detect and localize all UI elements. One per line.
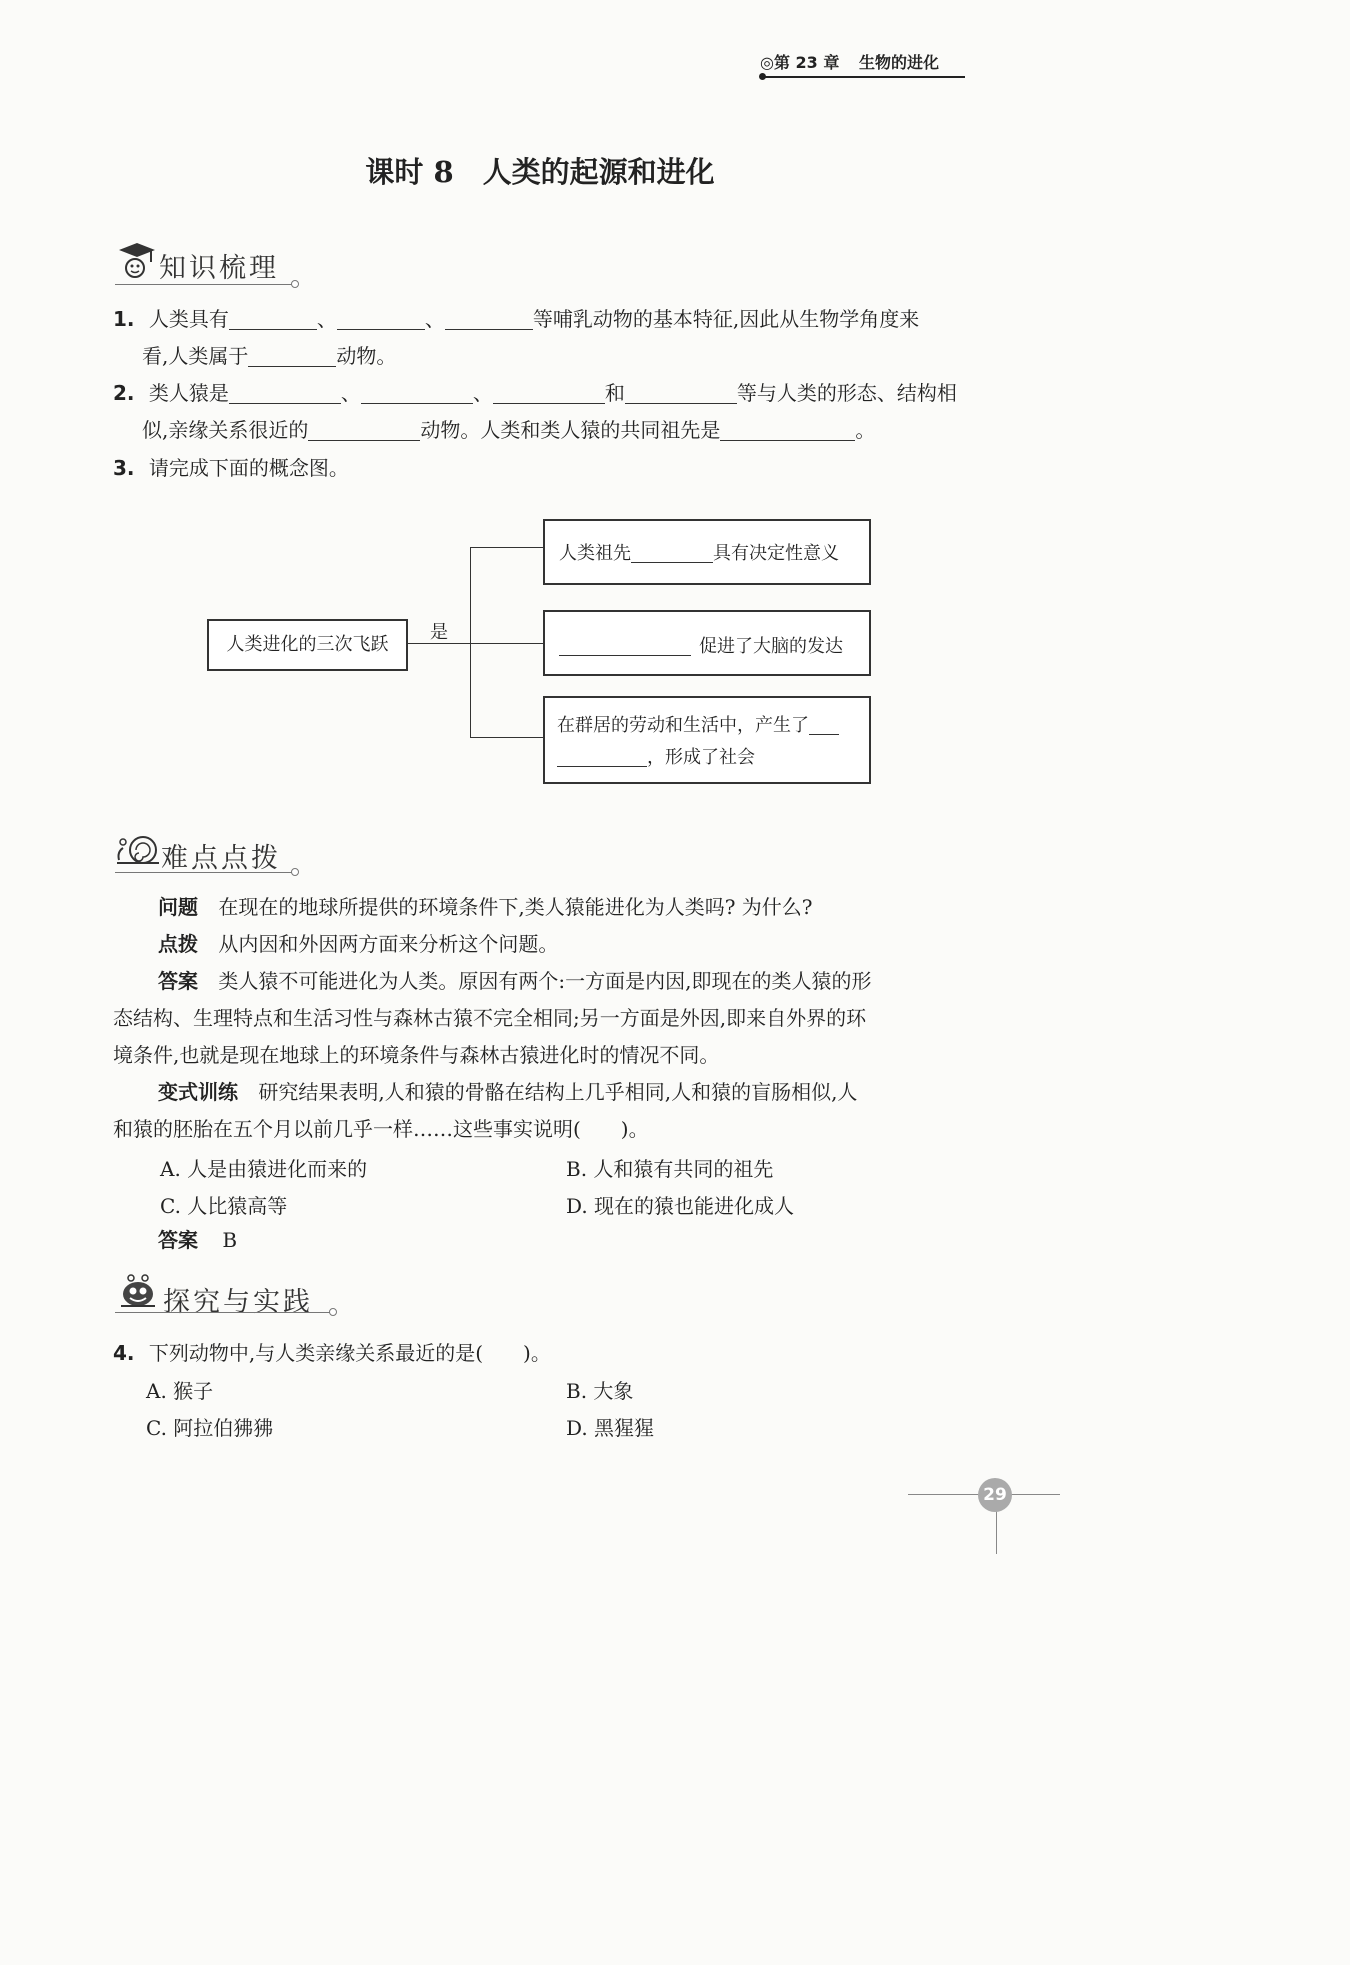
concept-box-2 bbox=[543, 610, 871, 676]
concept-box-3 bbox=[543, 696, 871, 784]
section-title-difficulty: 难点点拨 bbox=[161, 843, 281, 874]
header-rule-dot bbox=[759, 73, 766, 80]
question-1-line-1 bbox=[113, 301, 919, 338]
question-4-option-b[interactable]: B. 大象 bbox=[566, 1379, 634, 1403]
section-difficulty bbox=[115, 828, 305, 878]
lesson-title: 课时 8 人类的起源和进化 bbox=[365, 155, 715, 189]
variant-line-1 bbox=[158, 1074, 857, 1111]
variant-answer-value: B bbox=[222, 1228, 238, 1252]
concept-box-1-text: 人类祖先 bbox=[559, 543, 631, 564]
separator: 、 bbox=[316, 307, 337, 331]
difficulty-hint bbox=[158, 926, 558, 963]
variant-label: 变式训练 bbox=[158, 1080, 238, 1104]
snail-icon bbox=[115, 830, 161, 870]
blank[interactable] bbox=[559, 636, 691, 656]
hint-label: 点拨 bbox=[158, 932, 198, 956]
concept-box-3-text: ，形成了社会 bbox=[647, 747, 755, 768]
question-2-text: 动物。人类和类人猿的共同祖先是 bbox=[420, 418, 721, 442]
blank[interactable] bbox=[625, 382, 737, 404]
question-1-text: 等哺乳动物的基本特征,因此从生物学角度来 bbox=[532, 307, 920, 331]
separator: 、 bbox=[472, 381, 493, 405]
variant-line-2: 和猿的胚胎在五个月以前几乎一样……这些事实说明( )。 bbox=[113, 1117, 649, 1141]
question-4-text: 下列动物中,与人类亲缘关系最近的是( )。 bbox=[148, 1341, 551, 1365]
blank[interactable] bbox=[445, 308, 533, 330]
variant-text: 研究结果表明,人和猿的骨骼在结构上几乎相同,人和猿的盲肠相似,人 bbox=[258, 1080, 858, 1104]
section-title-knowledge: 知识梳理 bbox=[159, 253, 279, 284]
variant-answer-label: 答案 bbox=[158, 1228, 198, 1252]
blank[interactable] bbox=[809, 715, 839, 735]
variant-option-c[interactable]: C. 人比猿高等 bbox=[160, 1194, 288, 1218]
chapter-number: ◎第 23 章 bbox=[760, 53, 840, 72]
blank[interactable] bbox=[720, 419, 855, 441]
difficulty-answer-line-1 bbox=[158, 963, 871, 1000]
conjunction: 和 bbox=[604, 381, 625, 405]
blank[interactable] bbox=[308, 419, 420, 441]
question-4-option-c[interactable]: C. 阿拉伯狒狒 bbox=[146, 1416, 274, 1440]
question-label: 问题 bbox=[158, 895, 198, 919]
graduate-cap-icon bbox=[115, 240, 157, 282]
link-label: 是 bbox=[430, 622, 448, 643]
connector-line bbox=[470, 737, 543, 738]
question-1-text: 动物。 bbox=[336, 344, 397, 368]
blank[interactable] bbox=[229, 382, 341, 404]
difficulty-answer-line-3: 境条件,也就是现在地球上的环境条件与森林古猿进化时的情况不同。 bbox=[113, 1043, 720, 1067]
concept-root-box bbox=[207, 619, 408, 671]
blank[interactable] bbox=[337, 308, 425, 330]
question-1-text: 看,人类属于 bbox=[142, 344, 249, 368]
blank[interactable] bbox=[229, 308, 317, 330]
question-1-number: 1. bbox=[113, 307, 135, 331]
question-1-text: 人类具有 bbox=[148, 307, 229, 331]
question-3-number: 3. bbox=[113, 456, 135, 480]
blank[interactable] bbox=[631, 543, 713, 563]
question-1-line-2 bbox=[142, 338, 396, 375]
blank[interactable] bbox=[557, 747, 647, 767]
question-2-line-2 bbox=[142, 412, 875, 449]
answer-text: 类人猿不可能进化为人类。原因有两个:一方面是内因,即现在的类人猿的形 bbox=[218, 969, 872, 993]
concept-box-2-text: 促进了大脑的发达 bbox=[699, 636, 843, 657]
question-2-line-1 bbox=[113, 375, 957, 412]
bug-mascot-icon bbox=[115, 1272, 161, 1314]
question-2-text: 似,亲缘关系很近的 bbox=[142, 418, 309, 442]
question-4-option-a[interactable]: A. 猴子 bbox=[146, 1379, 214, 1403]
chapter-header bbox=[760, 50, 939, 73]
blank[interactable] bbox=[361, 382, 473, 404]
question-4-number: 4. bbox=[113, 1341, 135, 1365]
section-practice bbox=[115, 1272, 345, 1322]
section-knowledge bbox=[115, 240, 305, 290]
question-2-text: 类人猿是 bbox=[148, 381, 229, 405]
variant-answer bbox=[158, 1222, 237, 1259]
question-2-number: 2. bbox=[113, 381, 135, 405]
blank[interactable] bbox=[248, 345, 336, 367]
connector-line bbox=[470, 643, 543, 644]
question-3-text: 请完成下面的概念图。 bbox=[148, 456, 349, 480]
concept-box-3-text: 在群居的劳动和生活中，产生了 bbox=[557, 715, 809, 736]
header-rule bbox=[765, 76, 965, 78]
question-4 bbox=[113, 1335, 551, 1372]
hint-text: 从内因和外因两方面来分析这个问题。 bbox=[218, 932, 559, 956]
question-2-text: 等与人类的形态、结构相 bbox=[736, 381, 957, 405]
blank[interactable] bbox=[493, 382, 605, 404]
concept-box-1-text: 具有决定性意义 bbox=[713, 543, 839, 564]
concept-box-1 bbox=[543, 519, 871, 585]
separator: 、 bbox=[424, 307, 445, 331]
page-number-badge bbox=[978, 1478, 1012, 1512]
variant-option-b[interactable]: B. 人和猿有共同的祖先 bbox=[566, 1157, 774, 1181]
section-title-practice: 探究与实践 bbox=[163, 1287, 313, 1318]
question-2-text: 。 bbox=[855, 418, 876, 442]
difficulty-answer-line-2: 态结构、生理特点和生活习性与森林古猿不完全相同;另一方面是外因,即来自外界的环 bbox=[113, 1006, 867, 1030]
question-text: 在现在的地球所提供的环境条件下,类人猿能进化为人类吗? 为什么? bbox=[218, 895, 813, 919]
connector-line bbox=[470, 547, 543, 548]
question-3 bbox=[113, 450, 349, 487]
separator: 、 bbox=[340, 381, 361, 405]
concept-root-label: 人类进化的三次飞跃 bbox=[226, 634, 389, 655]
difficulty-question bbox=[158, 889, 813, 926]
answer-label: 答案 bbox=[158, 969, 198, 993]
connector-line bbox=[470, 547, 471, 737]
variant-option-a[interactable]: A. 人是由猿进化而来的 bbox=[160, 1157, 368, 1181]
variant-option-d[interactable]: D. 现在的猿也能进化成人 bbox=[566, 1194, 795, 1218]
page-number: 29 bbox=[983, 1485, 1007, 1505]
question-4-option-d[interactable]: D. 黑猩猩 bbox=[566, 1416, 655, 1440]
chapter-title: 生物的进化 bbox=[858, 53, 939, 72]
